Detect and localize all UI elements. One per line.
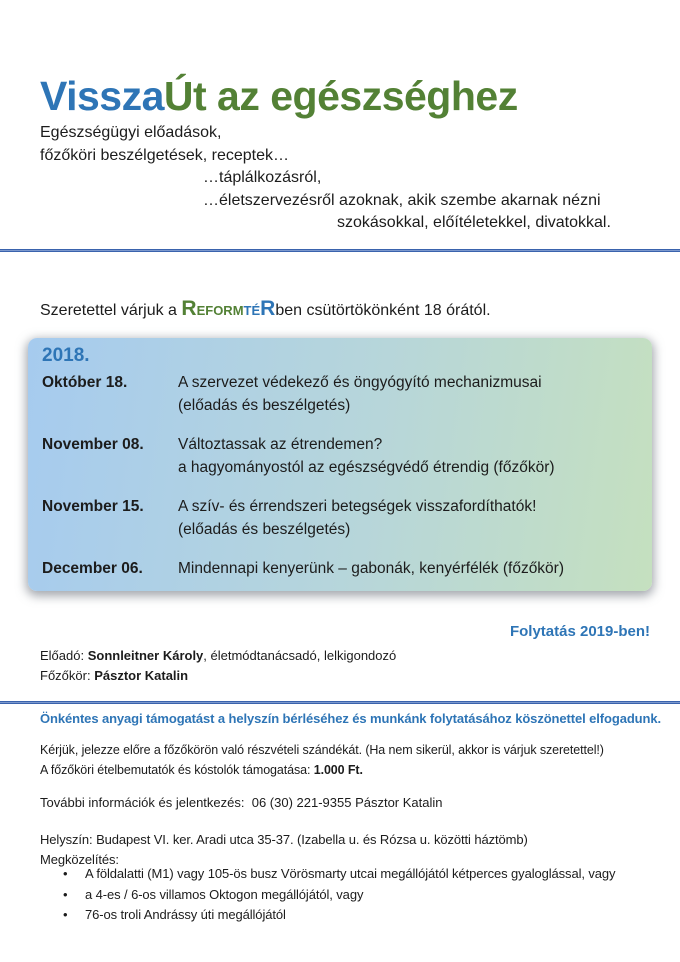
presenter-line: [40, 646, 396, 666]
price-label: A főzőköri ételbemutatók és kóstolók támogatása:: [40, 762, 314, 777]
divider-bottom: [0, 701, 680, 704]
invite-prefix: Szeretettel várjuk a: [40, 302, 182, 319]
schedule-year: 2018.: [42, 345, 90, 366]
schedule-date: December 06.: [42, 560, 143, 577]
presenter-name: Sonnleitner Károly: [87, 648, 204, 663]
intro-line: …életszervezésről azoknak, akik szembe akarnak nézni: [203, 191, 601, 209]
schedule-topic: [178, 371, 638, 417]
title-part-blue: Vissza: [40, 73, 164, 120]
topic-line: (előadás és beszélgetés): [178, 397, 351, 414]
bullet-icon: •: [63, 907, 68, 922]
price-value: 1.000 Ft.: [313, 762, 363, 777]
list-item: [63, 885, 615, 906]
bullet-icon: •: [63, 866, 68, 881]
intro-line: szokásokkal, előítéletekkel, divatokkal.: [337, 214, 611, 231]
price-line: [40, 761, 604, 781]
intro-block: [40, 122, 611, 235]
list-item: [63, 864, 615, 885]
schedule-topic: [178, 433, 638, 479]
approach-label: Megközelítés:: [40, 851, 119, 867]
intro-line: Egészségügyi előadások,: [40, 124, 222, 141]
topic-line: (előadás és beszélgetés): [178, 521, 351, 538]
divider-top: [0, 249, 680, 252]
intro-line: …táplálkozásról,: [203, 169, 322, 186]
contact-line: További információk és jelentkezés: 06 (30) 221-9355 Pásztor Katalin: [40, 795, 443, 810]
title-part-green: Út az egészséghez: [163, 73, 518, 120]
page-title: [40, 73, 518, 120]
invite-line: [40, 297, 491, 321]
transit-bullet-list: [63, 864, 615, 926]
registration-block: [40, 741, 604, 780]
list-item: [63, 905, 615, 926]
cook-line: [40, 666, 396, 686]
schedule-row: [42, 433, 638, 479]
support-note: Önkéntes anyagi támogatást a helyszín bérléséhez és munkánk folytatásához köszönettel elfogadunk.: [40, 711, 661, 726]
schedule-row: [42, 557, 638, 580]
transit-option: 76-os troli Andrássy úti megállójától: [85, 907, 286, 922]
topic-line: a hagyományostól az egészségvédő étrendig (főzőkör): [178, 459, 555, 476]
schedule-topic: [178, 495, 638, 541]
cook-name: Pásztor Katalin: [94, 667, 189, 683]
bullet-icon: •: [63, 886, 68, 902]
presenter-label: Előadó:: [40, 648, 88, 663]
intro-line: főzőköri beszélgetések, receptek…: [40, 146, 290, 164]
brand-reformter: REFORMTÉR: [181, 297, 276, 320]
schedule-date: Október 18.: [42, 374, 128, 391]
topic-line: Mindennapi kenyerünk – gabonák, kenyérfélék (főzőkör): [178, 560, 565, 577]
schedule-date: November 08.: [42, 436, 144, 453]
cook-label: Főzőkör:: [40, 667, 95, 683]
presenters-block: [40, 646, 396, 685]
topic-line: A szervezet védekező és öngyógyító mechanizmusai: [178, 374, 542, 391]
topic-line: Változtassak az étrendemen?: [178, 436, 383, 453]
continuation-note: Folytatás 2019-ben!: [509, 623, 650, 640]
invite-suffix: ben csütörtökönként 18 órától.: [275, 302, 491, 319]
presenter-role: , életmódtanácsadó, lelkigondozó: [203, 648, 397, 663]
schedule-topic: [178, 557, 638, 580]
registration-line: Kérjük, jelezze előre a főzőkörön való részvételi szándékát. (Ha nem sikerül, akkor is várjuk szeretettel!): [40, 743, 604, 757]
schedule-box: [28, 338, 652, 591]
schedule-row: [42, 495, 638, 541]
topic-line: A szív- és érrendszeri betegségek visszafordíthatók!: [178, 498, 537, 515]
address-line: Helyszín: Budapest VI. ker. Aradi utca 35-37. (Izabella u. és Rózsa u. közötti háztömb): [40, 832, 528, 847]
transit-option: A földalatti (M1) vagy 105-ös busz Vörösmarty utcai megállójától kétperces gyaloglással, vagy: [85, 866, 616, 881]
transit-option: a 4-es / 6-os villamos Oktogon megállójától, vagy: [85, 886, 364, 902]
schedule-row: [42, 371, 638, 417]
schedule-date: November 15.: [42, 498, 144, 515]
